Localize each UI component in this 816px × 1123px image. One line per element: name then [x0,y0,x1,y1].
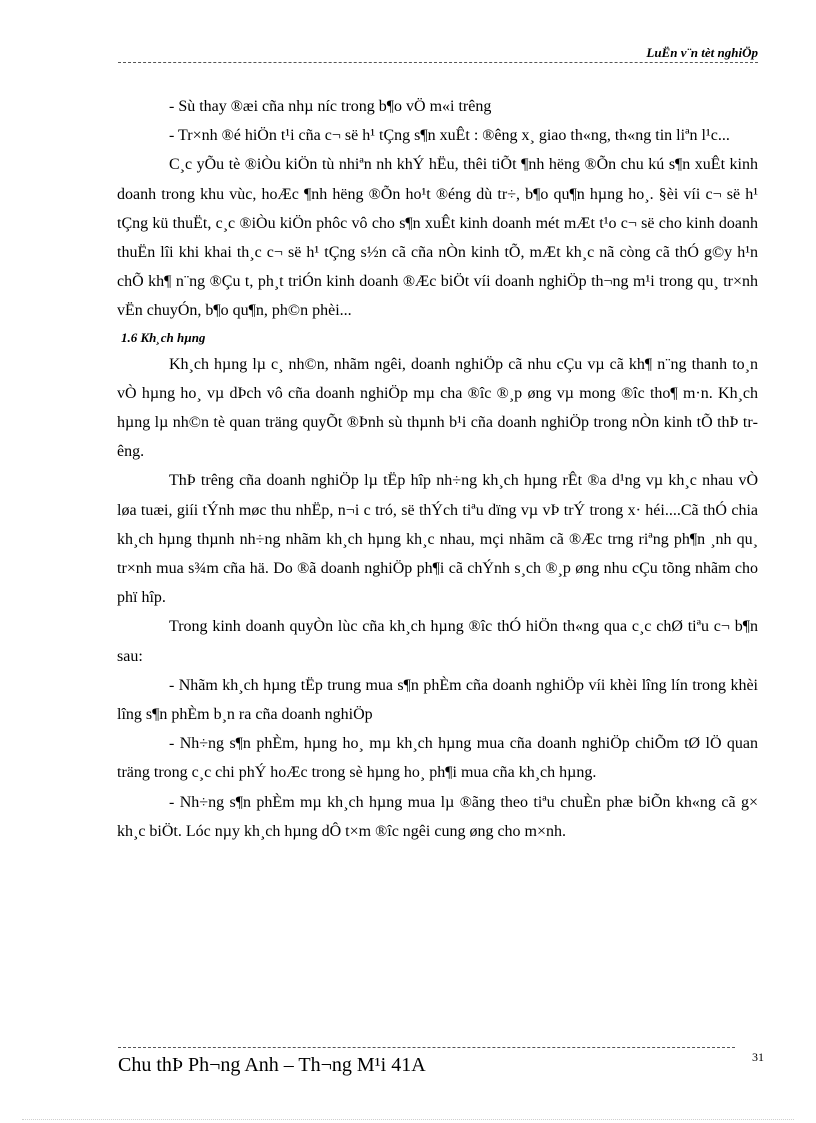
footer-divider [118,1047,735,1048]
page-edge-divider [22,1119,794,1120]
paragraph: C¸c yÕu tè ®iÒu kiÖn tù nhiªn nh khÝ hËu, thêi tiÕt ¶nh hëng ®Õn chu kú s¶n xuÊt kinh doanh trong khu vùc, hoÆc ¶nh hëng ®Õn ho¹t ®éng dù tr÷, b¶o qu¶n hµng ho¸. §èi víi c¬ së h¹ tÇng kü thuËt, c¸c ®iÒu kiÖn phôc vô cho s¶n xuÊt kinh doanh mét mÆt t¹o c¬ së cho kinh doanh thuËn lîi khi khai th¸c c¬ së h¹ tÇng s½n cã cña nÒn kinh tÕ, mÆt kh¸c nã còng cã thÓ g©y h¹n chÕ kh¶ n¨ng ®Çu t, ph¸t triÓn kinh doanh ®Æc biÖt víi doanh nghiÖp th¬ng m¹i trong qu¸ tr×nh vËn chuyÓn, b¶o qu¶n, ph©n phèi... [117,156,758,320]
paragraph: Kh¸ch hµng lµ c¸ nh©n, nhãm ngêi, doanh nghiÖp cã nhu cÇu vµ cã kh¶ n¨ng thanh to¸n vÒ hµng ho¸ vµ dÞch vô cña doanh nghiÖp mµ cha ®îc ®¸p øng vµ mong ®îc tho¶ m·n. Kh¸ch hµng lµ nh©n tè quan träng quyÕt ®Þnh sù thµnh b¹i cña doanh nghiÖp trong nÒn kinh tÕ thÞ trêng. [117,355,758,461]
paragraph: - Sù thay ®æi cña nhµ níc trong b¶o vÖ m«i trêng [169,98,492,115]
document-body [117,92,758,846]
page-header-title: LuËn v¨n tèt nghiÖp [646,45,758,60]
section-heading: 1.6 Kh¸ch hµng [121,329,206,345]
header-divider [118,62,758,63]
paragraph: - Nh÷ng s¶n phÈm, hµng ho¸ mµ kh¸ch hµng mua cña doanh nghiÖp chiÕm tØ lÖ quan träng trong c¸c chi phÝ hoÆc trong sè hµng ho¸ ph¶i mua cña kh¸ch hµng. [117,735,758,782]
page-number: 31 [752,1050,764,1064]
paragraph: - Tr×nh ®é hiÖn t¹i cña c¬ së h¹ tÇng s¶n xuÊt : ®êng x¸ giao th«ng, th«ng tin liªn l¹c... [169,127,730,145]
footer-author: Chu thÞ Ph¬ng Anh – Th¬ng M¹i 41A [118,1054,426,1076]
paragraph: - Nhãm kh¸ch hµng tËp trung mua s¶n phÈm cña doanh nghiÖp víi khèi lîng lín trong khèi lîng s¶n phÈm b¸n ra cña doanh nghiÖp [117,676,758,724]
paragraph: ThÞ trêng cña doanh nghiÖp lµ tËp hîp nh÷ng kh¸ch hµng rÊt ®a d¹ng vµ kh¸c nhau vÒ løa tuæi, giíi tÝnh møc thu nhËp, n¬i c tró, së thÝch tiªu dïng vµ vÞ trÝ trong x· héi....Cã thÓ chia kh¸ch hµng thµnh nh÷ng nhãm kh¸ch hµng kh¸c nhau, mçi nhãm cã ®Æc trng riªng ph¶n ¸nh qu¸ tr×nh mua s¾m cña hä. Do ®ã doanh nghiÖp ph¶i cã chÝnh s¸ch ®¸p øng nhu cÇu tõng nhãm cho phï hîp. [117,472,758,607]
paragraph: Trong kinh doanh quyÒn lùc cña kh¸ch hµng ®îc thÓ hiÖn th«ng qua c¸c chØ tiªu c¬ b¶n sau: [117,618,758,665]
paragraph: - Nh÷ng s¶n phÈm mµ kh¸ch hµng mua lµ ®ãng theo tiªu chuÈn phæ biÕn kh«ng cã g× kh¸c biÖt. Lóc nµy kh¸ch hµng dÔ t×m ®îc ngêi cung øng cho m×nh. [117,793,758,840]
